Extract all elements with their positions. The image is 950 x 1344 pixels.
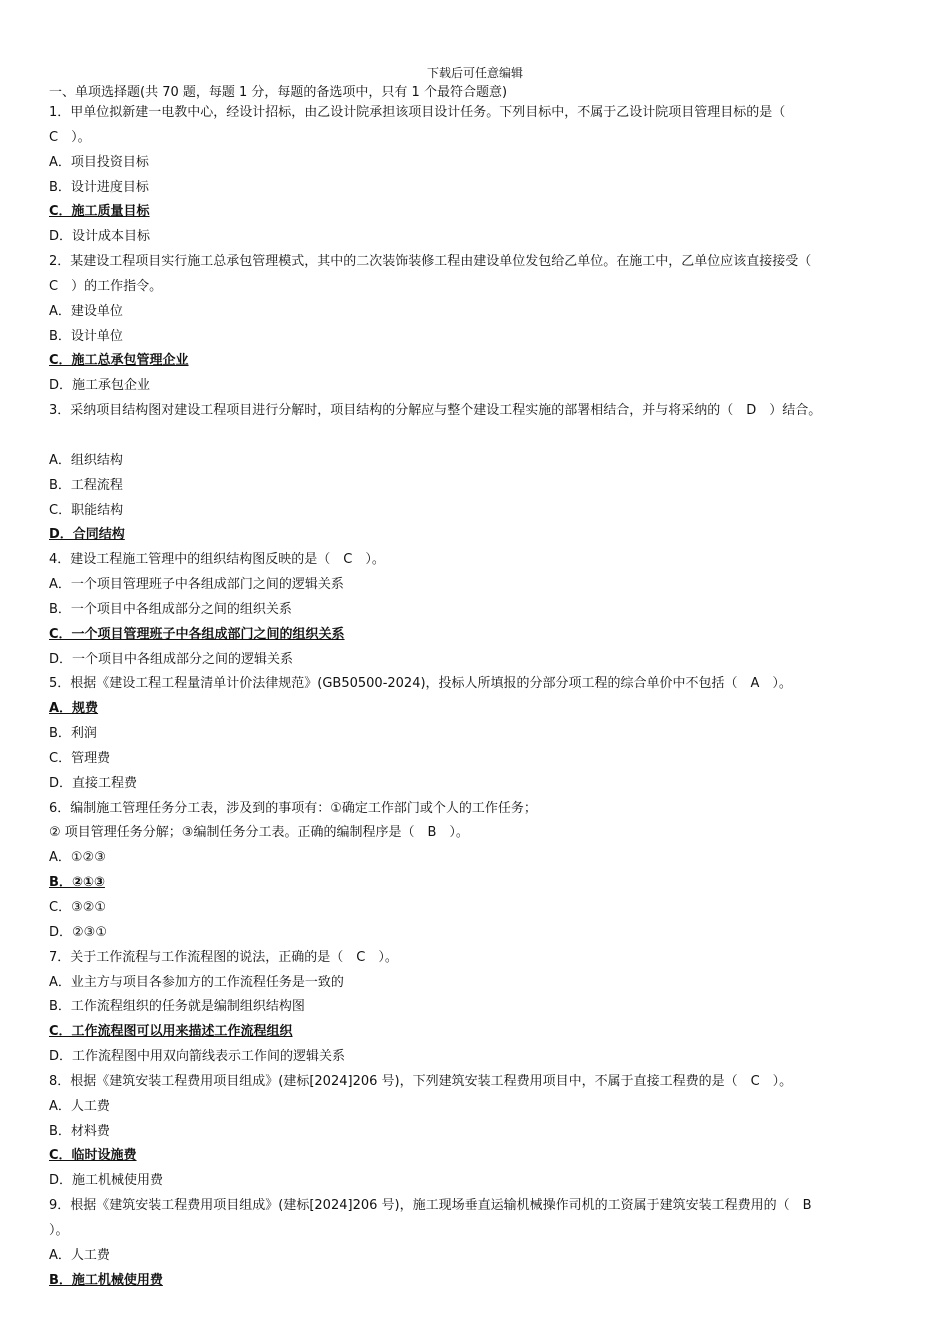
answer-option: B．利润 [49,726,97,742]
correct-answer-option: B．②①③ [49,875,105,891]
answer-option: D．施工承包企业 [49,378,151,394]
correct-answer-option: C．临时设施费 [49,1148,137,1164]
answer-option: D．设计成本目标 [49,229,151,245]
question-text: C ）。 [49,129,91,145]
question-text: 8．根据《建筑安装工程费用项目组成》(建标[2024]206 号)，下列建筑安装工程费用项目中，不属于直接工程费的是（ C ）。 [49,1073,793,1089]
answer-option: A．①②③ [49,850,106,866]
answer-option: B．工作流程组织的任务就是编制组织结构图 [49,999,305,1015]
question-text: 2．某建设工程项目实行施工总承包管理模式，其中的二次装饰装修工程由建设单位发包给乙单位。在施工中，乙单位应该直接接受（ [49,254,812,270]
question-text: ）。 [49,1222,69,1238]
answer-option: D．②③① [49,924,107,940]
correct-answer-option: C．工作流程图可以用来描述工作流程组织 [49,1024,293,1040]
answer-option: D．一个项目中各组成部分之间的逻辑关系 [49,651,294,667]
question-text: 5．根据《建设工程工程量清单计价法律规范》(GB50500-2024)，投标人所填报的分部分项工程的综合单价中不包括（ A ）。 [49,676,792,692]
answer-option: A．人工费 [49,1247,110,1263]
answer-option: B．一个项目中各组成部分之间的组织关系 [49,601,292,617]
answer-option: A．人工费 [49,1098,110,1114]
question-text: 3．采纳项目结构图对建设工程项目进行分解时，项目结构的分解应与整个建设工程实施的部署相结合，并与将采纳的（ D ）结合。 [49,403,822,419]
answer-option: C．职能结构 [49,502,124,518]
answer-option: A．一个项目管理班子中各组成部门之间的逻辑关系 [49,577,344,593]
correct-answer-option: C．施工总承包管理企业 [49,353,189,369]
answer-option: A．建设单位 [49,303,123,319]
question-text: 4．建设工程施工管理中的组织结构图反映的是（ C ）。 [49,552,385,568]
question-text: 9．根据《建筑安装工程费用项目组成》(建标[2024]206 号)，施工现场垂直运输机械操作司机的工资属于建筑安装工程费用的（ B [49,1198,812,1214]
correct-answer-option: D．合同结构 [49,527,125,543]
question-text: ② 项目管理任务分解；③编制任务分工表。正确的编制程序是（ B ）。 [49,825,469,841]
answer-option: B．设计进度目标 [49,179,149,195]
answer-option: C．③②① [49,900,107,915]
document-body [49,84,909,1297]
answer-option: D．施工机械使用费 [49,1173,164,1189]
answer-option: A．组织结构 [49,452,123,468]
question-text: 6．编制施工管理任务分工表，涉及到的事项有：①确定工作部门或个人的工作任务； [49,800,537,816]
page-header: 下载后可任意编辑 [426,66,523,80]
correct-answer-option: C．一个项目管理班子中各组成部门之间的组织关系 [49,626,345,642]
answer-option: B．设计单位 [49,328,123,344]
answer-option: A．项目投资目标 [49,154,149,170]
question-text: 7．关于工作流程与工作流程图的说法，正确的是（ C ）。 [49,949,398,965]
correct-answer-option: A．规费 [49,701,99,717]
question-list [49,104,909,1297]
correct-answer-option: C．施工质量目标 [49,204,150,220]
answer-option: D．直接工程费 [49,775,138,791]
correct-answer-option: B．施工机械使用费 [49,1272,163,1288]
answer-option: C．管理费 [49,750,111,766]
blank-line [49,427,909,452]
answer-option: A．业主方与项目各参加方的工作流程任务是一致的 [49,974,344,990]
answer-option: D．工作流程图中用双向箭线表示工作间的逻辑关系 [49,1049,346,1065]
section-title: 一、单项选择题(共 70 题，每题 1 分，每题的备选项中，只有 1 个最符合题意) [49,85,508,100]
question-text: C ）的工作指令。 [49,278,163,294]
question-text: 1．甲单位拟新建一电教中心，经设计招标，由乙设计院承担该项目设计任务。下列目标中，不属于乙设计院项目管理目标的是（ [49,105,786,120]
answer-option: B．材料费 [49,1123,110,1139]
answer-option: B．工程流程 [49,477,123,493]
